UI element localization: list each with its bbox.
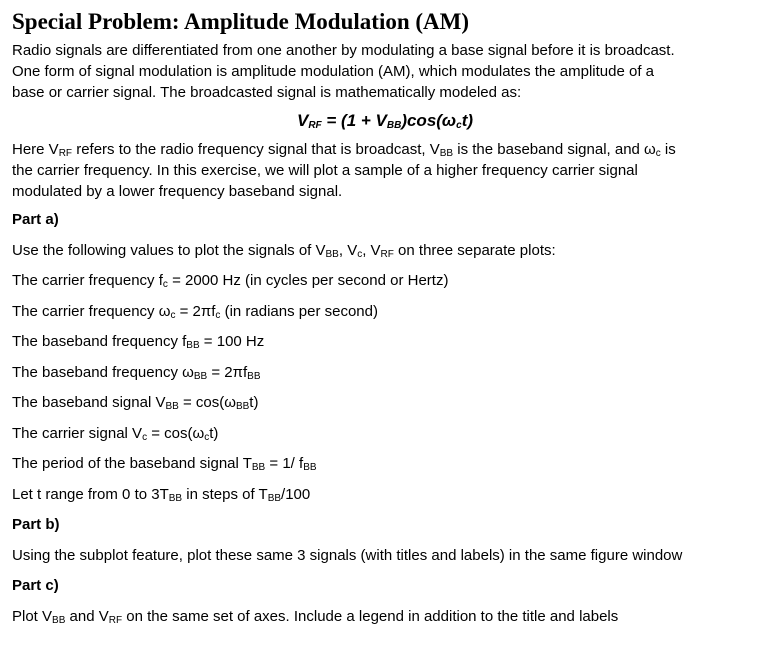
carrier-signal xyxy=(12,424,758,444)
exp-sub-bb: BB xyxy=(439,148,454,159)
exp-text-3: is the baseband signal, and ω xyxy=(453,141,656,158)
vbb-text-3: t) xyxy=(249,394,259,411)
part-a-heading: Part a) xyxy=(12,211,59,228)
eq-sub-rf: RF xyxy=(308,120,322,131)
vc-text-2: = cos(ω xyxy=(147,424,205,442)
instr-text-1: Use the following values to plot the signals of V xyxy=(12,241,326,259)
wc-text-2: = 2πf xyxy=(175,302,216,320)
vbb-text-2: = cos(ω xyxy=(178,394,236,411)
wc-sub-2: c xyxy=(215,309,221,321)
wbb-sub-2: BB xyxy=(247,370,261,382)
fbb-text-2: = 100 Hz xyxy=(199,333,265,350)
explanation-line-1 xyxy=(12,139,758,160)
wc-text-3: (in radians per second) xyxy=(220,302,378,320)
wc-sub-1: c xyxy=(170,309,176,321)
tbb-text-2: = 1/ f xyxy=(265,455,304,472)
exp-text-1: Here V xyxy=(12,141,59,158)
instr-sub-rf: RF xyxy=(380,248,394,260)
exp-sub-rf: RF xyxy=(58,148,73,159)
wbb-text-2: = 2πf xyxy=(207,363,248,381)
eq-v: V xyxy=(296,111,309,130)
fc-sub-1: c xyxy=(162,279,168,290)
pc-text-2: and V xyxy=(65,607,109,625)
part-b-text: Using the subplot feature, plot these same 3 signals (with titles and labels) in the same figure window xyxy=(12,546,683,564)
carrier-frequency-fc xyxy=(12,271,758,291)
part-c-heading: Part c) xyxy=(12,577,59,594)
vc-text-1: The carrier signal V xyxy=(12,424,143,442)
instr-text-2: , V xyxy=(338,241,358,259)
wbb-sub-1: BB xyxy=(193,370,208,382)
am-equation xyxy=(12,109,758,133)
pc-text-1: Plot V xyxy=(12,607,53,625)
fbb-sub-1: BB xyxy=(186,340,200,351)
intro-line-3: base or carrier signal. The broadcasted signal is mathematically modeled as: xyxy=(12,84,522,101)
exp-text-2: refers to the radio frequency signal that is broadcast, V xyxy=(72,141,440,158)
explanation-line-2: the carrier frequency. In this exercise, we will plot a sample of a higher frequency carrier signal xyxy=(12,162,638,179)
instr-sub-c: c xyxy=(357,248,363,260)
wc-text-1: The carrier frequency ω xyxy=(12,302,171,320)
tbb-text-1: The period of the baseband signal T xyxy=(12,455,252,472)
vbb-sub-1: BB xyxy=(165,401,179,412)
pc-sub-bb: BB xyxy=(52,614,66,626)
pc-text-3: on the same set of axes. Include a legend in addition to the title and labels xyxy=(122,607,619,625)
vc-sub-1: c xyxy=(142,431,148,443)
vc-sub-2: c xyxy=(204,431,210,443)
vbb-sub-2: BB xyxy=(235,401,250,412)
baseband-frequency-wbb xyxy=(12,363,758,383)
fbb-text-1: The baseband frequency f xyxy=(12,333,187,350)
eq-sub-bb: BB xyxy=(386,120,402,131)
explanation-line-3: modulated by a lower frequency baseband signal. xyxy=(12,183,343,200)
tbb-sub-1: BB xyxy=(251,462,266,473)
carrier-frequency-wc xyxy=(12,302,758,322)
eq-sub-c: c xyxy=(456,120,462,131)
tbb-sub-2: BB xyxy=(303,462,317,473)
intro-line-1: Radio signals are differentiated from one another by modulating a base signal before it is broadcast. xyxy=(12,42,675,59)
fc-text-1: The carrier frequency f xyxy=(12,272,163,289)
range-text-1: Let t range from 0 to 3T xyxy=(12,485,169,503)
intro-paragraph xyxy=(12,40,758,103)
instr-text-3: , V xyxy=(362,241,381,259)
vc-text-3: t) xyxy=(209,424,219,442)
fc-text-2: = 2000 Hz (in cycles per second or Hertz) xyxy=(167,272,449,289)
wbb-text-1: The baseband frequency ω xyxy=(12,363,194,381)
intro-line-2: One form of signal modulation is amplitude modulation (AM), which modulates the amplitude of a xyxy=(12,63,654,80)
explanation-paragraph xyxy=(12,139,758,202)
vbb-text-1: The baseband signal V xyxy=(12,394,166,411)
range-sub-1: BB xyxy=(168,492,183,504)
range-sub-2: BB xyxy=(267,492,282,504)
eq-t: t) xyxy=(461,111,474,130)
range-text-2: in steps of T xyxy=(182,485,268,503)
range-text-3: /100 xyxy=(281,485,311,503)
baseband-period xyxy=(12,454,758,474)
part-b-heading: Part b) xyxy=(12,516,60,533)
eq-part: = (1 + V xyxy=(321,111,387,130)
pc-sub-rf: RF xyxy=(108,614,123,626)
page-title: Special Problem: Amplitude Modulation (AM) xyxy=(12,9,470,34)
time-range xyxy=(12,485,758,505)
instr-text-4: on three separate plots: xyxy=(393,241,556,259)
part-a-instructions xyxy=(12,241,758,261)
baseband-signal xyxy=(12,393,758,413)
exp-sub-c: c xyxy=(655,148,661,159)
instr-sub-bb: BB xyxy=(325,248,339,260)
baseband-frequency-fbb xyxy=(12,332,758,352)
part-c-text xyxy=(12,607,758,627)
eq-cos: )cos(ω xyxy=(401,111,457,130)
exp-text-4: is xyxy=(660,141,676,158)
